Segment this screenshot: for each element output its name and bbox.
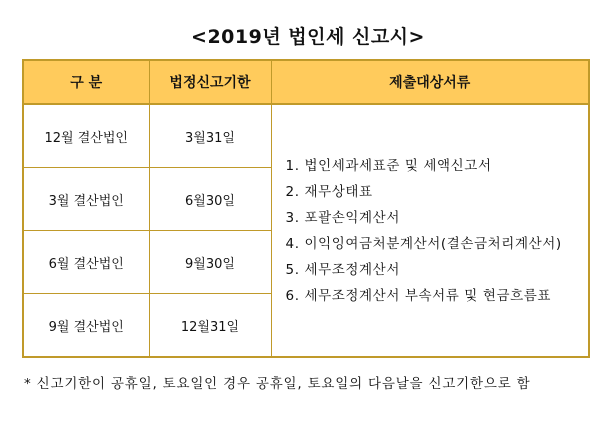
table-row — [23, 104, 589, 168]
table-header-row — [23, 60, 589, 104]
page-title: <2019년 법인세 신고시> — [191, 26, 425, 48]
row-deadline: 9월30일 — [149, 231, 271, 294]
row-type: 6월 결산법인 — [23, 231, 149, 294]
document-list — [286, 153, 589, 309]
row-deadline: 3월31일 — [149, 104, 271, 168]
list-item: 4. 이익잉여금처분계산서(결손금처리계산서) — [285, 235, 562, 252]
list-item: 3. 포괄손익계산서 — [285, 209, 400, 226]
row-type: 3월 결산법인 — [23, 168, 149, 231]
filing-table — [22, 59, 590, 358]
row-deadline: 12월31일 — [149, 294, 271, 358]
documents-cell — [271, 104, 589, 357]
row-deadline: 6월30일 — [149, 168, 271, 231]
row-type: 12월 결산법인 — [23, 104, 149, 168]
list-item: 6. 세무조정계산서 부속서류 및 현금흐름표 — [285, 287, 552, 304]
header-documents: 제출대상서류 — [271, 60, 589, 104]
header-category: 구 분 — [23, 60, 149, 104]
row-type: 9월 결산법인 — [23, 294, 149, 358]
header-deadline: 법정신고기한 — [149, 60, 271, 104]
list-item: 2. 재무상태표 — [285, 183, 373, 200]
list-item: 1. 법인세과세표준 및 세액신고서 — [285, 157, 492, 174]
footnote: * 신고기한이 공휴일, 토요일인 경우 공휴일, 토요일의 다음날을 신고기한으로 함 — [24, 376, 531, 392]
list-item: 5. 세무조정계산서 — [285, 261, 400, 278]
